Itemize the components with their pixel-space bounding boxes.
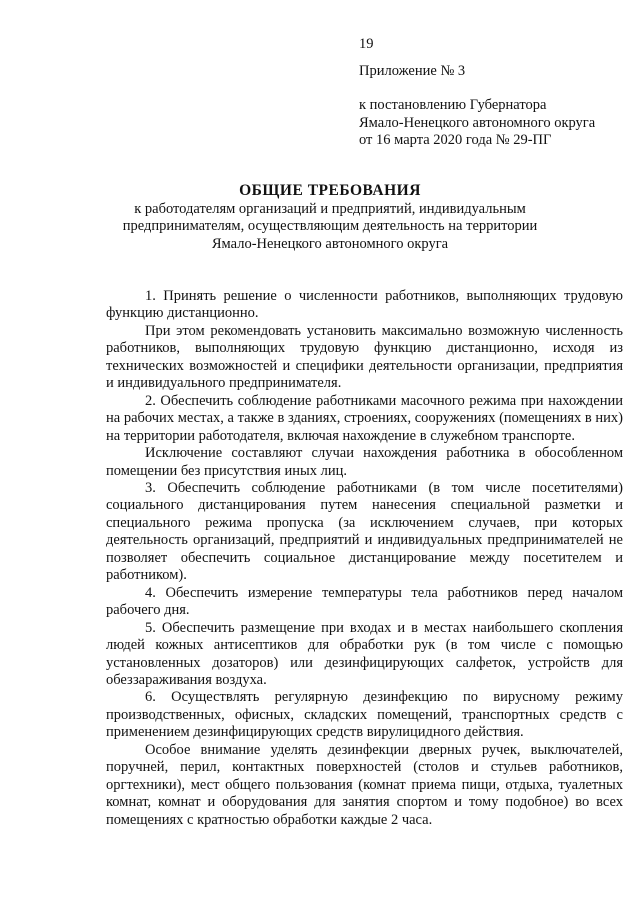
document-subtitle: к работодателям организаций и предприятий, индивидуальным предпринимателям, осуществляющим деятельность на территории Ямало-Ненецкого автономного округа [122,201,538,252]
page-number: 19 [359,36,374,52]
paragraph-5: 3. Обеспечить соблюдение работниками (в том числе посетителями) социального дистанцирования путем нанесения специальной разметки и специального режима пропуска (за исключением случаев, при которых деятельность организаций, предприятий и индивидуальных предпринимателей не позволяет обеспечить социальное дистанцирование между посетителем и работником). [106,479,623,584]
decree-line: к постановлению Губернатора [359,97,547,113]
paragraph-2: При этом рекомендовать установить максимально возможную численность работников, выполняющих трудовую функцию дистанционно, исходя из технических возможностей и специфики деятельности организации, предприятия и индивидуального предпринимателя. [106,322,623,392]
paragraph-9: Особое внимание уделять дезинфекции дверных ручек, выключателей, поручней, перил, контактных поверхностей (столов и стульев работников, оргтехники), мест общего пользования (комнат приема пищи, отдыха, туалетных комнат, комнат и оборудования для занятия спортом и тому подобное) во всех помещениях с кратностью обработки каждые 2 часа. [106,741,623,828]
paragraph-4: Исключение составляют случаи нахождения работника в обособленном помещении без присутствия иных лиц. [106,445,623,479]
paragraph-3: 2. Обеспечить соблюдение работниками масочного режима при нахождении на рабочих местах, а также в зданиях, строениях, сооружениях (помещениях в них) на территории работодателя, включая нахождение в служебном транспорте. [106,392,623,444]
document-title: ОБЩИЕ ТРЕБОВАНИЯ [239,182,421,199]
paragraph-7: 5. Обеспечить размещение при входах и в местах наибольшего скопления людей кожных антисептиков для обработки рук (в том числе с помощью установленных дозаторов) или дезинфицирующих салфеток, устройств для обеззараживания воздуха. [106,619,623,688]
document-body [106,288,623,829]
paragraph-1: 1. Принять решение о численности работников, выполняющих трудовую функцию дистанционно. [106,288,623,322]
decree-reference [359,97,595,150]
appendix-label: Приложение № 3 [359,63,466,79]
paragraph-6: 4. Обеспечить измерение температуры тела работников перед началом рабочего дня. [106,584,623,619]
decree-line: Ямало-Ненецкого автономного округа [359,114,596,131]
paragraph-8: 6. Осуществлять регулярную дезинфекцию по вирусному режиму производственных, офисных, складских помещений, транспортных средств с применением дезинфицирующих средств вирулицидного действия. [106,689,623,741]
decree-line: от 16 марта 2020 года № 29-ПГ [359,132,552,148]
